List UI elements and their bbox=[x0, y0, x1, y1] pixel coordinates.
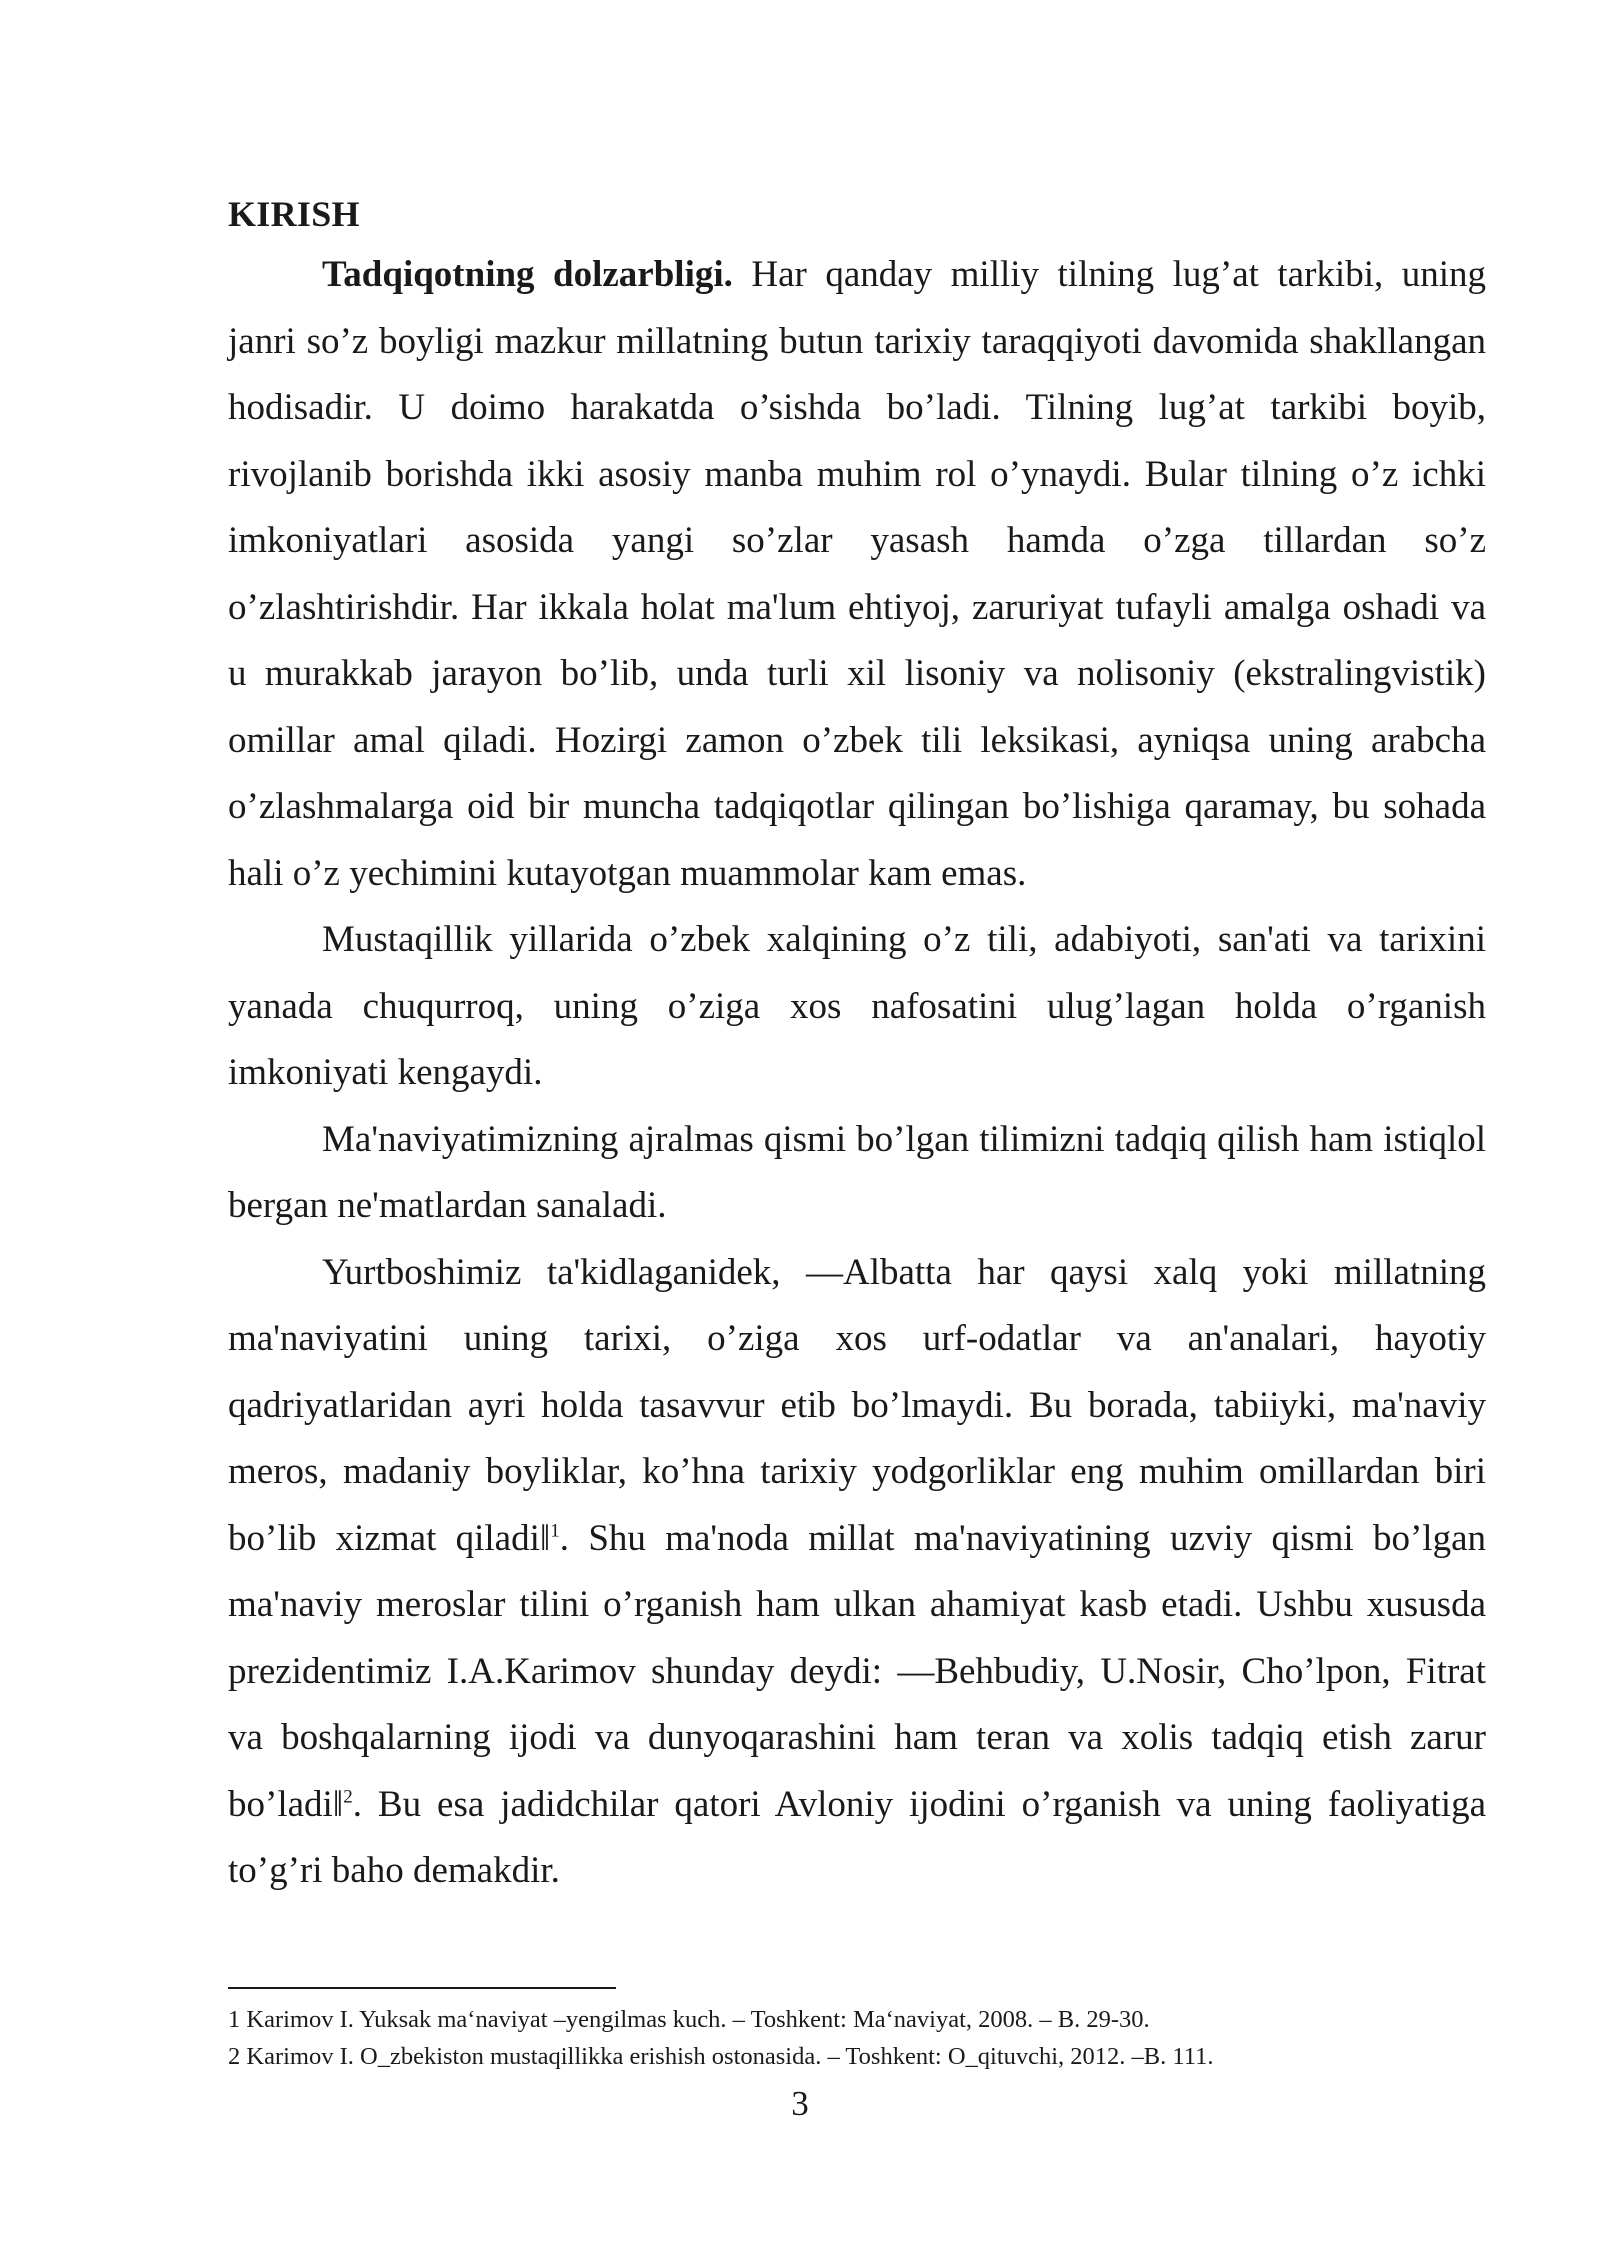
section-heading: KIRISH bbox=[228, 194, 360, 234]
paragraph-relevance bbox=[228, 242, 1486, 907]
footnote-ref-1: 1 bbox=[550, 1520, 560, 1542]
page-number: 3 bbox=[791, 2084, 809, 2123]
document-body bbox=[228, 186, 1486, 1905]
footnotes bbox=[228, 2001, 1486, 2075]
footnote-separator bbox=[228, 1987, 616, 1989]
paragraph-text: . Bu esa jadidchilar qatori Avloniy ijodini o’rganish va uning faoliyatiga to’g’ri baho demakdir. bbox=[228, 1783, 1486, 1891]
footnote-1: 1 Karimov I. Yuksak ma‘naviyat –yengilmas kuch. – Toshkent: Ma‘naviyat, 2008. – B. 29-30. bbox=[228, 2006, 1150, 2033]
footnote-ref-2: 2 bbox=[343, 1786, 353, 1808]
paragraph-text: Yurtboshimiz ta'kidlaganidek, ―Albatta har qaysi xalq yoki millatning ma'naviyatini uning tarixi, o’ziga xos urf-odatlar va an'analari, hayotiy qadriyatlaridan ayri holda tasavvur etib bo’lmaydi. Bu borada, tabiiyki, ma'naviy meros, madaniy boyliklar, ko’hna tarixiy yodgorliklar eng muhim omillardan biri bo’lib xizmat qiladi‖ bbox=[228, 1251, 1486, 1559]
paragraph-text: Har qanday milliy tilning lug’at tarkibi, uning janri so’z boyligi mazkur millatning butun tarixiy taraqqiyoti davomida shakllangan hodisadir. U doimo harakatda o’sishda bo’ladi. Tilning lug’at tarkibi boyib, rivojlanib borishda ikki asosiy manba muhim rol o’ynaydi. Bular tilning o’z ichki imkoniyatlari asosida yangi so’zlar yasash hamda o’zga tillardan so’z o’zlashtirishdir. Har ikkala holat ma'lum ehtiyoj, zaruriyat tufayli amalga oshadi va u murakkab jarayon bo’lib, unda turli xil lisoniy va nolisoniy (ekstralingvistik) omillar amal qiladi. Hozirgi zamon o’zbek tili leksikasi, ayniqsa uning arabcha o’zlashmalarga oid bir muncha tadqiqotlar qilingan bo’lishiga qaramay, bu sohada hali o’z yechimini kutayotgan muammolar kam emas. bbox=[228, 254, 1486, 894]
paragraph-lead: Tadqiqotning dolzarbligi. bbox=[322, 254, 733, 295]
paragraph-independence: Mustaqillik yillarida o’zbek xalqining o’z tili, adabiyoti, san'ati va tarixini yanada chuqurroq, uning o’ziga xos nafosatini ulug’lagan holda o’rganish imkoniyati kengaydi. bbox=[228, 919, 1486, 1093]
paragraph-quotes bbox=[228, 1240, 1486, 1905]
footnote-2: 2 Karimov I. O_zbekiston mustaqillikka erishish ostonasida. – Toshkent: O_qituvchi, 2012. –B. 111. bbox=[228, 2043, 1214, 2070]
paragraph-text: . Shu ma'noda millat ma'naviyatining uzviy qismi bo’lgan ma'naviy meroslar tilini o’rganish ham ulkan ahamiyat kasb etadi. Ushbu xususda prezidentimiz I.A.Karimov shunday deydi: ―Behbudiy, U.Nosir, Cho’lpon, Fitrat va boshqalarning ijodi va dunyoqarashini ham teran va xolis tadqiq etish zarur bo’ladi‖ bbox=[228, 1517, 1486, 1825]
paragraph-spirituality: Ma'naviyatimizning ajralmas qismi bo’lgan tilimizni tadqiq qilish ham istiqlol bergan ne'matlardan sanaladi. bbox=[228, 1118, 1486, 1226]
